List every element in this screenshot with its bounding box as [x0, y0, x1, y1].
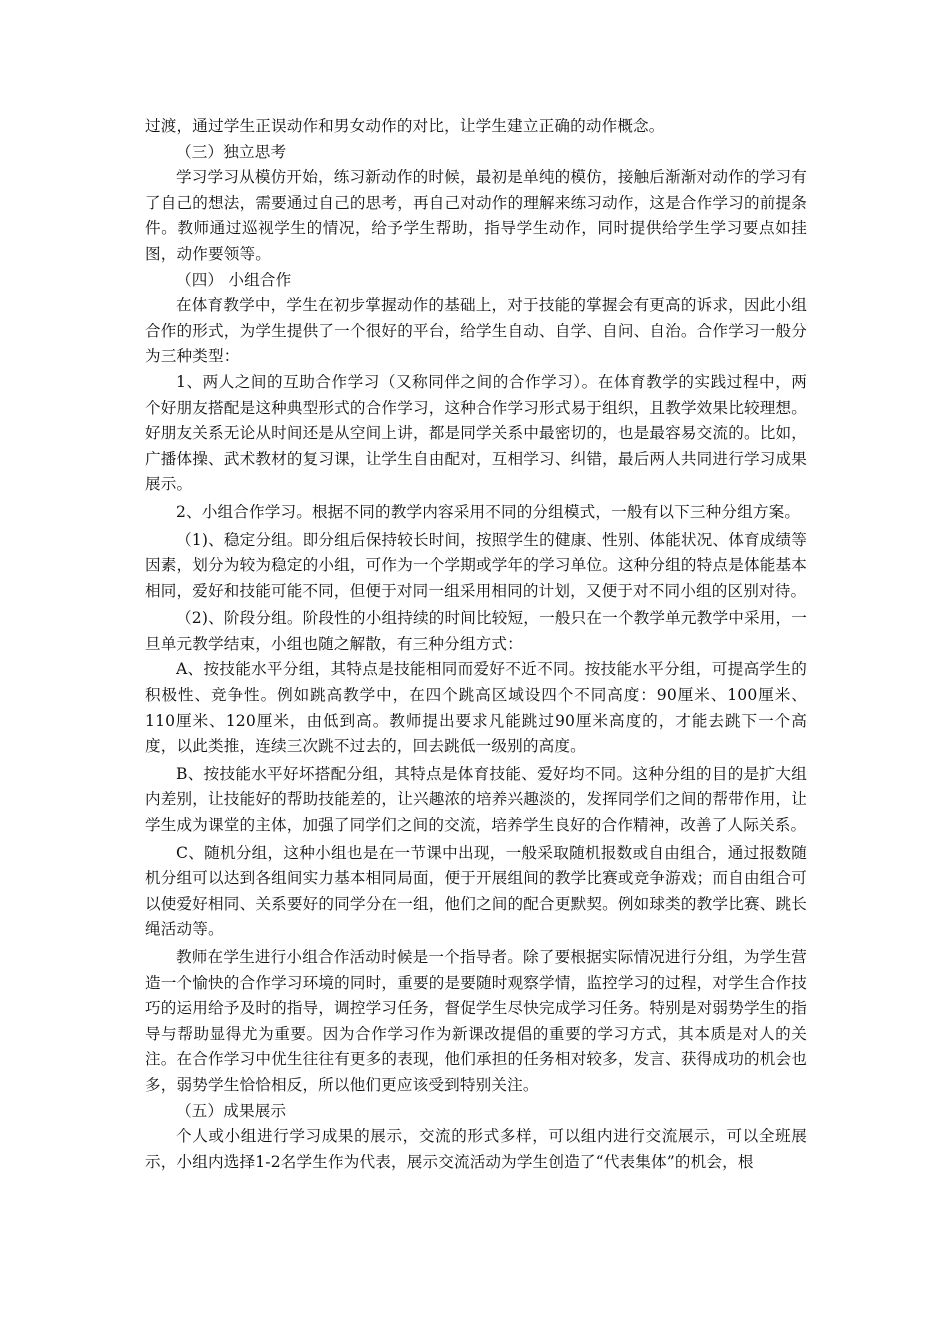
paragraph-skill-level-grouping: A、按技能水平分组，其特点是技能相同而爱好不近不同。按技能水平分组，可提高学生的积极性、竞争性。例如跳高教学中，在四个跳高区域设四个不同高度：90厘米、100厘米、110厘米、120厘米，由低到高。教师提出要求凡能跳过90厘米高度的，才能去跳下一个高度，以此类推，连续三次跳不过去的，回去跳低一级别的高度。 — [145, 660, 807, 756]
paragraph-teacher-role: 教师在学生进行小组合作活动时候是一个指导者。除了要根据实际情况进行分组，为学生营造一个愉快的合作学习环境的同时，重要的是要随时观察学情，监控学习的过程，对学生合作技巧的运用给予及时的指导，调控学习任务，督促学生尽快完成学习任务。特别是对弱势学生的指导与帮助显得尤为重要。因为合作学习作为新课改提倡的重要的学习方式，其本质是对人的关注。在合作学习中优生往往有更多的表现，他们承担的任务相对较多，发言、获得成功的机会也多，弱势学生恰恰相反，所以他们更应该受到特别关注。 — [145, 948, 807, 1094]
paragraph-independent-thinking: 学习学习从模仿开始，练习新动作的时候，最初是单纯的模仿，接触后渐渐对动作的学习有了自己的想法，需要通过自己的思考，再自己对动作的理解来练习动作，这是合作学习的前提条件。教师通过巡视学生的情况，给予学生帮助，指导学生动作，同时提供给学生学习要点如挂图，动作要领等。 — [145, 168, 807, 263]
paragraph-pair-cooperation: 1、两人之间的互助合作学习（又称同伴之间的合作学习）。在体育教学的实践过程中，两个好朋友搭配是这种典型形式的合作学习，这种合作学习形式易于组织，且教学效果比较理想。好朋友关系无论从时间还是从空间上讲，都是同学关系中最密切的，也是最容易交流的。比如，广播体操、武术教材的复习课，让学生自由配对，互相学习、纠错，最后两人共同进行学习成果展示。 — [145, 372, 807, 494]
paragraph-stage-grouping: （2)、阶段分组。阶段性的小组持续的时间比较短，一般只在一个教学单元教学中采用，一旦单元教学结束，小组也随之解散，有三种分组方式： — [145, 609, 807, 653]
section-heading-results-display: （五）成果展示 — [176, 1101, 287, 1120]
paragraph-group-cooperation-intro: 在体育教学中，学生在初步掌握动作的基础上，对于技能的掌握会有更高的诉求，因此小组合作的形式，为学生提供了一个很好的平台，给学生自动、自学、自问、自治。合作学习一般分为三种类型： — [145, 296, 807, 366]
paragraph-mixed-skill-grouping: B、按技能水平好坏搭配分组，其特点是体育技能、爱好均不同。这种分组的目的是扩大组内差别，让技能好的帮助技能差的，让兴趣浓的培养兴趣淡的，发挥同学们之间的帮带作用，让学生成为课堂的主体，加强了同学们之间的交流，培养学生良好的合作精神，改善了人际关系。 — [145, 764, 807, 835]
section-heading-independent-thinking: （三）独立思考 — [176, 142, 287, 161]
document-body — [145, 114, 807, 1175]
paragraph-random-grouping: C、随机分组，这种小组也是在一节课中出现，一般采取随机报数或自由组合，通过报数随机分组可以达到各组间实力基本相同局面，便于开展组间的教学比赛或竞争游戏；而自由组合可以使爱好相同、关系要好的同学分在一组，他们之间的配合更默契。例如球类的教学比赛、跳长绳活动等。 — [145, 843, 807, 939]
paragraph-stable-grouping: （1)、稳定分组。即分组后保持较长时间，按照学生的健康、性别、体能状况、体育成绩等因素，划分为较为稳定的小组，可作为一个学期或学年的学习单位。这种分组的特点是体能基本相同，爱好和技能可能不同，但便于对同一组采用相同的计划，又便于对不同小组的区别对待。 — [145, 530, 807, 600]
paragraph-continuation: 过渡，通过学生正误动作和男女动作的对比，让学生建立正确的动作概念。 — [145, 117, 665, 135]
paragraph-group-learning: 2、小组合作学习。根据不同的教学内容采用不同的分组模式，一般有以下三种分组方案。 — [176, 502, 801, 521]
section-heading-group-cooperation: （四） 小组合作 — [176, 270, 292, 289]
paragraph-results-display: 个人或小组进行学习成果的展示，交流的形式多样，可以组内进行交流展示，可以全班展示，小组内选择1-2名学生作为代表，展示交流活动为学生创造了“代表集体”的机会，根 — [145, 1127, 807, 1171]
